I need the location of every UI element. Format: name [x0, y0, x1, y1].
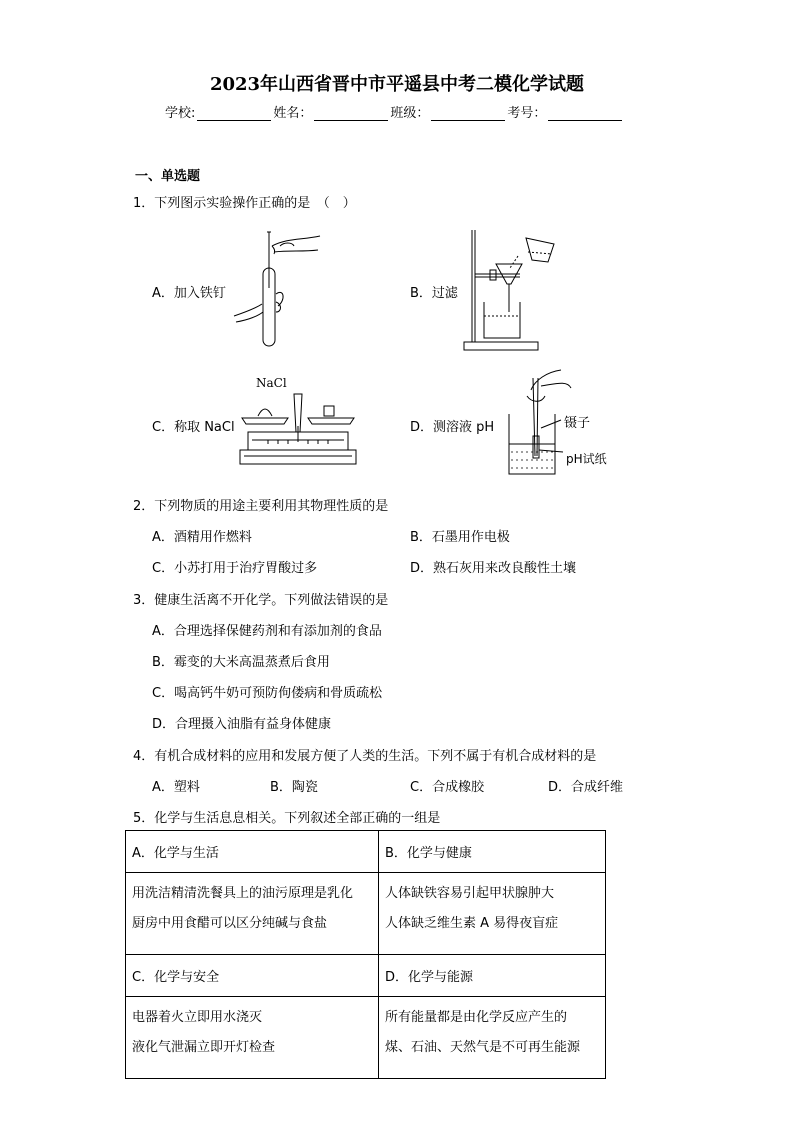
q5-options-table: [125, 830, 606, 1079]
q5-option-b-head[interactable]: B．化学与健康: [379, 831, 606, 873]
q4-option-a[interactable]: A．塑料: [152, 780, 200, 795]
page-title: 2023年山西省晋中市平遥县中考二模化学试题: [209, 74, 585, 95]
q5-option-c-body: [126, 997, 379, 1079]
q5-option-b-body: [379, 873, 606, 955]
q1-option-b[interactable]: B．过滤: [410, 286, 458, 301]
school-label: 学校:: [165, 106, 196, 121]
name-field[interactable]: [314, 106, 388, 121]
q4-option-d[interactable]: D．合成纤维: [548, 780, 624, 795]
q3-option-b[interactable]: B．霉变的大米高温蒸煮后食用: [152, 655, 330, 670]
name-label: 姓名：: [273, 106, 313, 121]
figure-filtration: [462, 226, 562, 352]
q5-d-line1: 所有能量都是由化学反应产生的: [385, 1010, 568, 1025]
q5-option-a-body: [126, 873, 379, 955]
student-info-line: [165, 102, 624, 121]
q2-option-b[interactable]: B．石墨用作电极: [410, 530, 510, 545]
school-field[interactable]: [197, 106, 271, 121]
q5-a-line1: 用洗洁精清洗餐具上的油污原理是乳化: [132, 886, 354, 901]
q5-b-line1: 人体缺铁容易引起甲状腺肿大: [385, 886, 555, 901]
q1-option-d[interactable]: D．测溶液 pH: [410, 420, 495, 435]
fig-d-tweezers-label: 镊子: [564, 416, 591, 431]
exam-no-label: 考号：: [507, 106, 547, 121]
q2-option-a[interactable]: A．酒精用作燃料: [152, 530, 252, 545]
q5-option-c-head[interactable]: C．化学与安全: [126, 955, 379, 997]
fig-d-ph-paper-label: pH试纸: [566, 452, 607, 466]
q5-option-d-head[interactable]: D．化学与能源: [379, 955, 606, 997]
question-5-stem: 5．化学与生活息息相关。下列叙述全部正确的一组是: [133, 811, 441, 826]
question-1-stem: 1．下列图示实验操作正确的是 （ ）: [133, 196, 356, 211]
figure-add-iron-nail: [232, 228, 322, 350]
q4-option-b[interactable]: B．陶瓷: [270, 780, 318, 795]
q1-option-a[interactable]: A．加入铁钉: [152, 286, 226, 301]
class-field[interactable]: [431, 106, 505, 121]
question-2-stem: 2．下列物质的用途主要利用其物理性质的是: [133, 499, 389, 514]
q5-c-line2: 液化气泄漏立即开灯检查: [132, 1040, 276, 1055]
question-3-stem: 3．健康生活离不开化学。下列做法错误的是: [133, 593, 389, 608]
q1-option-c[interactable]: C．称取 NaCl: [152, 420, 235, 435]
q4-option-c[interactable]: C．合成橡胶: [410, 780, 485, 795]
fig-c-nacl-label: NaCl: [256, 376, 287, 390]
section-title: 一、单选题: [135, 169, 201, 184]
q2-option-c[interactable]: C．小苏打用于治疗胃酸过多: [152, 561, 318, 576]
q3-option-c[interactable]: C．喝高钙牛奶可预防佝偻病和骨质疏松: [152, 686, 383, 701]
class-label: 班级：: [390, 106, 430, 121]
q2-option-d[interactable]: D．熟石灰用来改良酸性土壤: [410, 561, 577, 576]
q3-option-a[interactable]: A．合理选择保健药剂和有添加剂的食品: [152, 624, 382, 639]
q5-b-line2: 人体缺乏维生素 A 易得夜盲症: [385, 916, 559, 931]
figure-balance: [238, 390, 358, 470]
q5-c-line1: 电器着火立即用水浇灭: [132, 1010, 263, 1025]
q5-option-a-head[interactable]: A．化学与生活: [126, 831, 379, 873]
question-4-stem: 4．有机合成材料的应用和发展方便了人类的生活。下列不属于有机合成材料的是: [133, 749, 597, 764]
q5-a-line2: 厨房中用食醋可以区分纯碱与食盐: [132, 916, 328, 931]
exam-no-field[interactable]: [548, 106, 622, 121]
q3-option-d[interactable]: D．合理摄入油脂有益身体健康: [152, 717, 332, 732]
q5-option-d-body: [379, 997, 606, 1079]
q5-d-line2: 煤、石油、天然气是不可再生能源: [385, 1040, 581, 1055]
